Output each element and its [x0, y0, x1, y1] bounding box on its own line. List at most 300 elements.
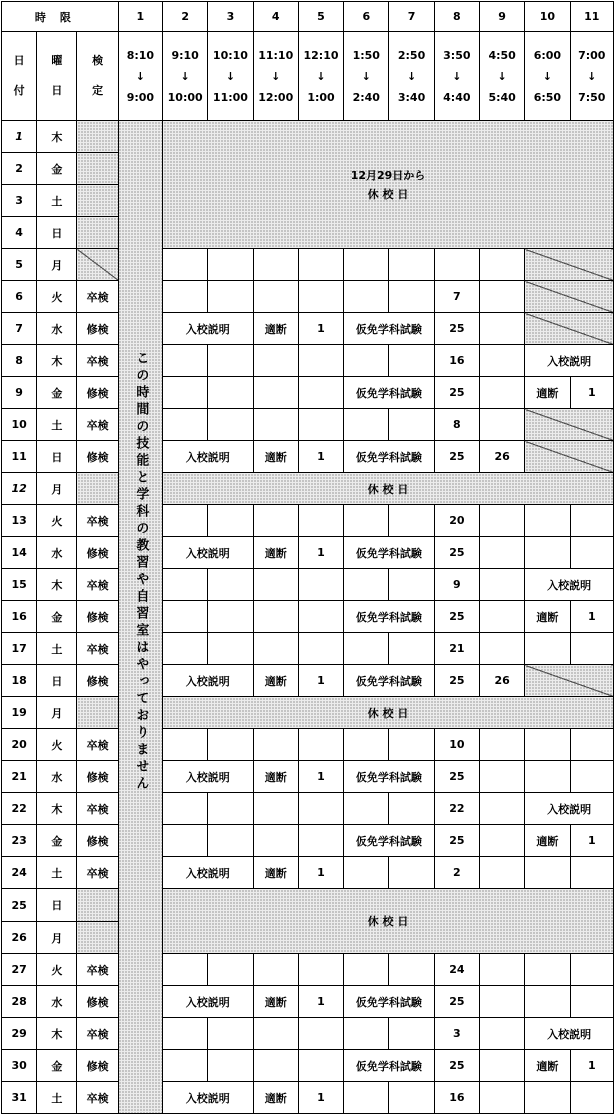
slot-p6 [344, 793, 389, 825]
weekday-cell: 日 [37, 441, 77, 473]
slot-p5 [298, 377, 343, 409]
weekday-cell: 木 [37, 345, 77, 377]
slot-p2-p3: 入校説明 [163, 537, 254, 569]
slot-p10-p11-closed [525, 249, 614, 281]
date-cell: 4 [2, 217, 37, 249]
period-1: 1 [118, 2, 162, 32]
time-end: 3:40 [397, 90, 426, 104]
slot-p4 [253, 1018, 298, 1050]
slot-p11: 1 [570, 377, 613, 409]
slot-p2-p3: 入校説明 [163, 1082, 254, 1114]
time-range-9 [479, 32, 524, 121]
time-start: 10:10 [212, 48, 248, 62]
weekday-cell: 木 [37, 793, 77, 825]
slot-p7 [389, 569, 434, 601]
slot-p6 [344, 633, 389, 665]
table-row [2, 1082, 614, 1114]
date-cell: 27 [2, 954, 37, 986]
slot-p3 [208, 793, 253, 825]
slot-p10-p11: 入校説明 [525, 793, 614, 825]
slot-p2 [163, 729, 208, 761]
time-start: 3:50 [443, 48, 471, 62]
slot-p8: 25 [434, 825, 479, 857]
slot-p5 [298, 793, 343, 825]
slot-p9 [479, 505, 524, 537]
kentei-cell: 修検 [77, 313, 118, 345]
weekday-cell: 金 [37, 153, 77, 185]
slot-p4: 適断 [253, 665, 298, 697]
kentei-cell [77, 697, 118, 729]
slot-p2 [163, 409, 208, 441]
time-range-3 [208, 32, 253, 121]
weekday-cell: 水 [37, 313, 77, 345]
slot-p3 [208, 281, 253, 313]
slot-p4 [253, 569, 298, 601]
kentei-cell: 修検 [77, 665, 118, 697]
slot-p3 [208, 409, 253, 441]
table-row [2, 121, 614, 153]
slot-p8: 25 [434, 537, 479, 569]
table-row [2, 537, 614, 569]
slot-p7 [389, 249, 434, 281]
slot-p5 [298, 633, 343, 665]
time-end: 4:40 [443, 90, 471, 104]
kentei-cell [77, 889, 118, 922]
weekday-cell: 金 [37, 1050, 77, 1082]
kentei-cell: 修検 [77, 537, 118, 569]
weekday-cell: 水 [37, 537, 77, 569]
date-cell: 21 [2, 761, 37, 793]
kentei-cell: 修検 [77, 601, 118, 633]
slot-p6-p7: 仮免学科試験 [344, 761, 435, 793]
kentei-cell: 修検 [77, 761, 118, 793]
slot-p9 [479, 345, 524, 377]
table-row [2, 473, 614, 505]
slot-p6 [344, 954, 389, 986]
slot-p11 [570, 986, 613, 1018]
table-row [2, 313, 614, 345]
slot-p4 [253, 729, 298, 761]
slot-p6 [344, 1018, 389, 1050]
slot-p4: 適断 [253, 761, 298, 793]
weekday-cell: 木 [37, 1018, 77, 1050]
table-row [2, 633, 614, 665]
slot-p6 [344, 281, 389, 313]
slot-p4 [253, 249, 298, 281]
time-end: 2:40 [352, 90, 380, 104]
time-end: 11:00 [212, 90, 248, 104]
weekday-cell: 火 [37, 281, 77, 313]
schedule-table [1, 1, 614, 1114]
holiday-line1: 12月29日から [350, 168, 426, 182]
table-row [2, 1050, 614, 1082]
weekday-cell: 金 [37, 377, 77, 409]
slot-p7 [389, 633, 434, 665]
slot-p4: 適断 [253, 313, 298, 345]
slot-p4: 適断 [253, 537, 298, 569]
slot-p9 [479, 281, 524, 313]
slot-p2 [163, 569, 208, 601]
slot-p10 [525, 1082, 570, 1114]
slot-p8: 25 [434, 986, 479, 1018]
kentei-cell: 卒検 [77, 569, 118, 601]
slot-p3 [208, 633, 253, 665]
slot-p9 [479, 1018, 524, 1050]
time-arrow: ↓ [361, 69, 371, 83]
date-cell: 3 [2, 185, 37, 217]
time-arrow: ↓ [406, 69, 417, 83]
date-cell: 6 [2, 281, 37, 313]
period-3: 3 [208, 2, 253, 32]
date-cell: 2 [2, 153, 37, 185]
period-7: 7 [389, 2, 434, 32]
time-arrow: ↓ [225, 69, 236, 83]
slot-p8: 25 [434, 1050, 479, 1082]
slot-p5 [298, 1050, 343, 1082]
slot-p10: 適断 [525, 601, 570, 633]
slot-p2 [163, 345, 208, 377]
time-arrow: ↓ [452, 69, 462, 83]
time-start: 6:00 [533, 48, 562, 62]
date-cell: 17 [2, 633, 37, 665]
slot-p10 [525, 505, 570, 537]
time-arrow: ↓ [180, 69, 190, 83]
time-arrow: ↓ [316, 69, 326, 83]
slot-p2-p3: 入校説明 [163, 857, 254, 889]
slot-p10-p11: 入校説明 [525, 569, 614, 601]
time-start: 12:10 [303, 48, 339, 62]
kentei-cell: 卒検 [77, 1082, 118, 1114]
slot-p4 [253, 377, 298, 409]
weekday-cell: 土 [37, 633, 77, 665]
slot-p7 [389, 345, 434, 377]
slot-p6-p7: 仮免学科試験 [344, 313, 435, 345]
slot-p8: 20 [434, 505, 479, 537]
time-arrow: ↓ [271, 69, 281, 83]
time-range-5 [298, 32, 343, 121]
date-cell: 22 [2, 793, 37, 825]
kentei-cell: 修検 [77, 1050, 118, 1082]
slot-p4 [253, 793, 298, 825]
date-cell: 28 [2, 986, 37, 1018]
weekday-cell: 土 [37, 857, 77, 889]
slot-p10 [525, 986, 570, 1018]
weekday-cell: 木 [37, 121, 77, 153]
time-range-7 [389, 32, 434, 121]
period-9: 9 [479, 2, 524, 32]
slot-p11 [570, 505, 613, 537]
table-row [2, 601, 614, 633]
slot-p11: 1 [570, 825, 613, 857]
slot-p2 [163, 281, 208, 313]
slot-p9 [479, 793, 524, 825]
slot-p4: 適断 [253, 986, 298, 1018]
slot-p9 [479, 249, 524, 281]
kentei-cell: 卒検 [77, 729, 118, 761]
holiday-row: 休 校 日 [163, 697, 614, 729]
slot-p6 [344, 345, 389, 377]
slot-p4 [253, 954, 298, 986]
kentei-cell: 修検 [77, 441, 118, 473]
slot-p5 [298, 569, 343, 601]
table-row [2, 889, 614, 922]
time-end: 5:40 [488, 90, 516, 104]
slot-p3 [208, 954, 253, 986]
kentei-cell [77, 217, 118, 249]
slot-p10-p11-closed [525, 665, 614, 697]
slot-p8: 25 [434, 377, 479, 409]
slot-p10 [525, 857, 570, 889]
slot-p10 [525, 729, 570, 761]
weekday-cell: 火 [37, 505, 77, 537]
slot-p3 [208, 601, 253, 633]
slot-p8: 22 [434, 793, 479, 825]
slot-p8: 2 [434, 857, 479, 889]
time-range-8 [434, 32, 479, 121]
holiday-block: 休 校 日 [163, 889, 614, 954]
kentei-cell: 修検 [77, 825, 118, 857]
slot-p2 [163, 1018, 208, 1050]
slot-p4 [253, 505, 298, 537]
holiday-row: 休 校 日 [163, 473, 614, 505]
slot-p9 [479, 986, 524, 1018]
slot-p11 [570, 633, 613, 665]
table-row [2, 761, 614, 793]
slot-p6-p7: 仮免学科試験 [344, 1050, 435, 1082]
slot-p10 [525, 761, 570, 793]
slot-p11 [570, 857, 613, 889]
slot-p10 [525, 537, 570, 569]
table-row [2, 665, 614, 697]
slot-p10: 適断 [525, 825, 570, 857]
slot-p7 [389, 1082, 434, 1114]
notice-box [119, 121, 162, 1113]
slot-p5 [298, 249, 343, 281]
date-cell: 14 [2, 537, 37, 569]
table-row [2, 377, 614, 409]
slot-p4 [253, 633, 298, 665]
date-cell: 23 [2, 825, 37, 857]
time-end: 10:00 [167, 90, 203, 104]
slot-p4 [253, 281, 298, 313]
time-end: 1:00 [307, 90, 335, 104]
date-cell: 19 [2, 697, 37, 729]
slot-p7 [389, 409, 434, 441]
time-arrow: ↓ [135, 69, 145, 83]
slot-p5 [298, 505, 343, 537]
slot-p8: 16 [434, 1082, 479, 1114]
slot-p9 [479, 1082, 524, 1114]
table-row [2, 281, 614, 313]
kentei-cell [77, 185, 118, 217]
table-row [2, 249, 614, 281]
date-cell: 9 [2, 377, 37, 409]
slot-p2 [163, 1050, 208, 1082]
weekday-cell: 土 [37, 409, 77, 441]
date-cell: 16 [2, 601, 37, 633]
slot-p6 [344, 249, 389, 281]
period-11: 11 [570, 2, 613, 32]
weekday-cell: 水 [37, 986, 77, 1018]
slot-p10-p11-closed [525, 281, 614, 313]
date-cell: 13 [2, 505, 37, 537]
slot-p5 [298, 825, 343, 857]
period-2: 2 [163, 2, 208, 32]
slot-p9 [479, 313, 524, 345]
slot-p3 [208, 1018, 253, 1050]
weekday-cell: 月 [37, 249, 77, 281]
slot-p7 [389, 954, 434, 986]
slot-p9 [479, 954, 524, 986]
kentei-cell [77, 473, 118, 505]
jigen-label: 時限 [2, 2, 119, 32]
slot-p2 [163, 249, 208, 281]
slot-p4: 適断 [253, 857, 298, 889]
weekday-cell: 土 [37, 1082, 77, 1114]
slot-p9 [479, 409, 524, 441]
table-row [2, 409, 614, 441]
slot-p2-p3: 入校説明 [163, 761, 254, 793]
period-4: 4 [253, 2, 298, 32]
kentei-cell: 卒検 [77, 954, 118, 986]
table-row [2, 729, 614, 761]
slot-p2 [163, 954, 208, 986]
kentei-cell: 卒検 [77, 281, 118, 313]
slot-p6-p7: 仮免学科試験 [344, 825, 435, 857]
period-6: 6 [344, 2, 389, 32]
date-cell: 25 [2, 889, 37, 922]
slot-p8: 25 [434, 313, 479, 345]
slot-p9 [479, 377, 524, 409]
slot-p9 [479, 633, 524, 665]
slot-p3 [208, 825, 253, 857]
date-cell: 10 [2, 409, 37, 441]
slot-p2-p3: 入校説明 [163, 665, 254, 697]
weekday-cell: 月 [37, 473, 77, 505]
date-cell: 1 [2, 121, 37, 153]
slot-p10: 適断 [525, 1050, 570, 1082]
weekday-cell: 火 [37, 954, 77, 986]
date-cell: 30 [2, 1050, 37, 1082]
time-start: 9:10 [171, 48, 199, 62]
slot-p11 [570, 761, 613, 793]
slot-p11: 1 [570, 601, 613, 633]
kentei-cell [77, 922, 118, 954]
slot-p9 [479, 601, 524, 633]
slot-p10-p11: 入校説明 [525, 1018, 614, 1050]
slot-p8: 3 [434, 1018, 479, 1050]
slot-p4: 適断 [253, 1082, 298, 1114]
slot-p6 [344, 409, 389, 441]
slot-p2-p3: 入校説明 [163, 441, 254, 473]
kentei-cell: 卒検 [77, 857, 118, 889]
slot-p3 [208, 569, 253, 601]
slot-p9 [479, 729, 524, 761]
weekday-cell: 火 [37, 729, 77, 761]
slot-p3 [208, 377, 253, 409]
kentei-cell: 卒検 [77, 409, 118, 441]
kentei-cell: 卒検 [77, 793, 118, 825]
slot-p9 [479, 537, 524, 569]
slot-p5: 1 [298, 665, 343, 697]
slot-p11 [570, 1082, 613, 1114]
slot-p4 [253, 825, 298, 857]
time-end: 6:50 [533, 90, 562, 104]
slot-p5: 1 [298, 986, 343, 1018]
holiday-block [163, 121, 614, 249]
time-arrow: ↓ [497, 69, 507, 83]
table-row [2, 793, 614, 825]
slot-p4 [253, 409, 298, 441]
slot-p6 [344, 569, 389, 601]
kentei-cell [77, 249, 118, 281]
time-range-1 [118, 32, 162, 121]
slot-p6-p7: 仮免学科試験 [344, 377, 435, 409]
slot-p5: 1 [298, 1082, 343, 1114]
date-cell: 18 [2, 665, 37, 697]
slot-p2 [163, 377, 208, 409]
time-end: 12:00 [258, 90, 294, 104]
slot-p8: 21 [434, 633, 479, 665]
slot-p2 [163, 825, 208, 857]
slot-p10-p11-closed [525, 313, 614, 345]
table-row [2, 697, 614, 729]
date-cell: 8 [2, 345, 37, 377]
kentei-cell: 卒検 [77, 505, 118, 537]
time-arrow: ↓ [587, 69, 597, 83]
date-cell: 29 [2, 1018, 37, 1050]
weekday-cell: 月 [37, 922, 77, 954]
kentei-cell [77, 121, 118, 153]
time-end: 7:50 [578, 90, 606, 104]
date-col-label: 日 付 [2, 32, 37, 121]
period-5: 5 [298, 2, 343, 32]
slot-p7 [389, 281, 434, 313]
slot-p2 [163, 633, 208, 665]
table-row [2, 505, 614, 537]
table-row [2, 1018, 614, 1050]
date-cell: 15 [2, 569, 37, 601]
table-row [2, 986, 614, 1018]
time-start: 11:10 [258, 48, 294, 62]
slot-p11 [570, 537, 613, 569]
slot-p7 [389, 793, 434, 825]
table-row [2, 857, 614, 889]
slot-p5: 1 [298, 857, 343, 889]
slot-p8: 25 [434, 441, 479, 473]
notice-text: この時間の技能と学科の教習や自習室はやっておりません [133, 351, 149, 793]
slot-p6-p7: 仮免学科試験 [344, 986, 435, 1018]
slot-p11: 1 [570, 1050, 613, 1082]
time-start: 1:50 [352, 48, 380, 62]
header-row-periods [2, 2, 614, 32]
slot-p10: 適断 [525, 377, 570, 409]
slot-p6-p7: 仮免学科試験 [344, 441, 435, 473]
slot-p10-p11-closed [525, 409, 614, 441]
slot-p4 [253, 601, 298, 633]
date-cell: 24 [2, 857, 37, 889]
slot-p10-p11: 入校説明 [525, 345, 614, 377]
slot-p6 [344, 1082, 389, 1114]
slot-p5 [298, 729, 343, 761]
slot-p4 [253, 345, 298, 377]
weekday-cell: 月 [37, 697, 77, 729]
time-start: 8:10 [126, 48, 155, 62]
slot-p8: 10 [434, 729, 479, 761]
time-start: 2:50 [397, 48, 426, 62]
weekday-cell: 金 [37, 601, 77, 633]
slot-p5 [298, 281, 343, 313]
